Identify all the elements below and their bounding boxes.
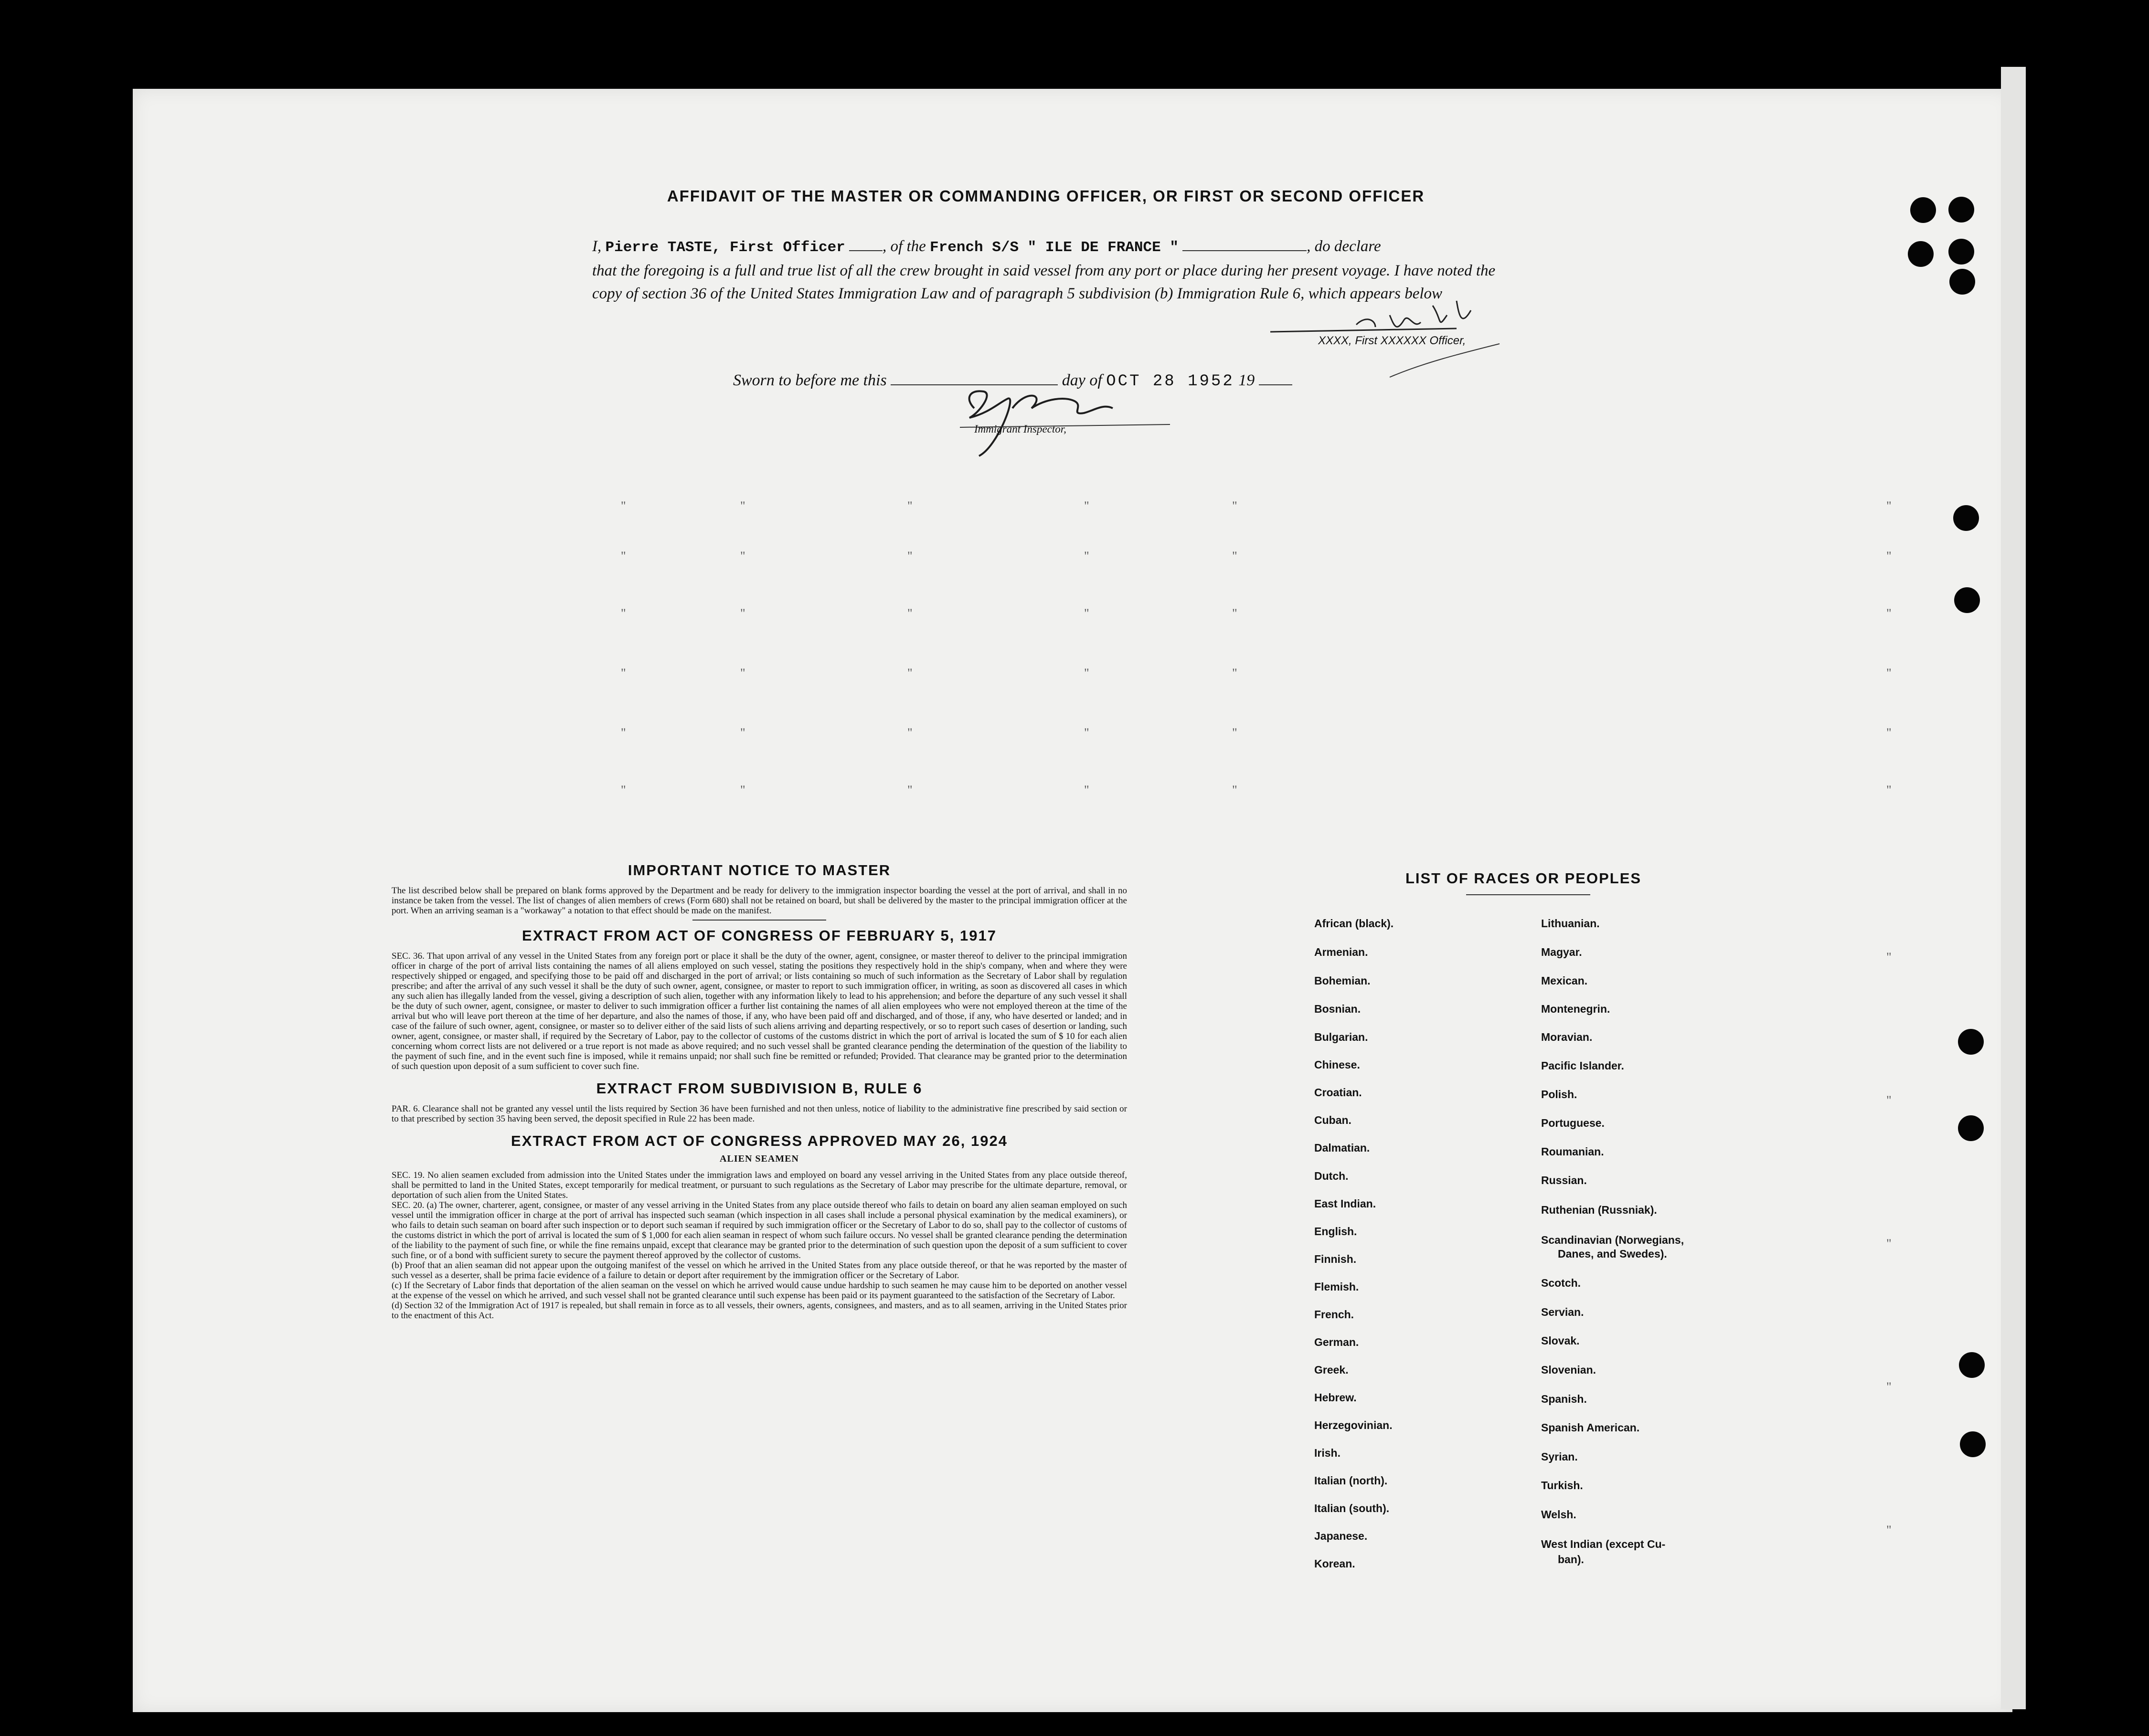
ditto-mark: ": [907, 499, 913, 513]
ditto-mark: ": [1084, 549, 1089, 563]
sec20d-text: (d) Section 32 of the Immigration Act of 1917 is repealed, but shall remain in force as to all vessels, their owners, agents, consignees, and masters, and as to all seamen, arriving in the United States prior to the enactment of this Act.: [392, 1301, 1127, 1321]
race-item: Korean.: [1314, 1557, 1355, 1570]
ditto-mark: ": [1084, 726, 1089, 740]
race-item: Irish.: [1314, 1447, 1340, 1459]
race-item: Japanese.: [1314, 1530, 1368, 1542]
ditto-mark: ": [621, 666, 626, 680]
ditto-mark: ": [907, 549, 913, 563]
alien-seamen-heading: ALIEN SEAMEN: [720, 1154, 799, 1164]
blank-line: [849, 236, 883, 251]
notice-section: [392, 862, 1127, 1321]
blank-line: [1259, 370, 1292, 385]
race-item: Armenian.: [1314, 946, 1368, 958]
ditto-mark: ": [740, 666, 745, 680]
year-suffix: 19: [1238, 371, 1255, 389]
race-item: Montenegrin.: [1541, 1003, 1610, 1015]
ditto-mark: ": [621, 783, 626, 797]
binder-hole: [1960, 1431, 1986, 1457]
ditto-mark: ": [907, 726, 913, 740]
ditto-mark: ": [1084, 606, 1089, 620]
ditto-mark: ": [621, 499, 626, 513]
binder-hole: [1948, 239, 1974, 265]
race-item: Roumanian.: [1541, 1145, 1604, 1158]
ditto-mark: ": [1886, 1523, 1892, 1537]
race-item: Bosnian.: [1314, 1003, 1361, 1015]
race-item: Syrian.: [1541, 1450, 1578, 1463]
race-item: Scandinavian (Norwegians,: [1541, 1234, 1684, 1246]
binder-hole: [1910, 197, 1936, 223]
race-item: East Indian.: [1314, 1197, 1376, 1210]
race-item: Hebrew.: [1314, 1391, 1357, 1404]
notice-title: IMPORTANT NOTICE TO MASTER: [628, 862, 891, 879]
binder-hole: [1908, 241, 1934, 267]
race-item: Pacific Islander.: [1541, 1059, 1624, 1072]
ditto-mark: ": [621, 606, 626, 620]
race-item: Chinese.: [1314, 1059, 1360, 1071]
inspector-signature: [950, 380, 1180, 461]
ditto-mark: ": [1084, 499, 1089, 513]
ditto-mark: ": [621, 549, 626, 563]
race-item: Scotch.: [1541, 1277, 1581, 1289]
divider: [1466, 894, 1590, 895]
binder-hole: [1953, 505, 1979, 531]
race-item: Dalmatian.: [1314, 1142, 1370, 1154]
ditto-mark: ": [1886, 549, 1892, 563]
race-item: Finnish.: [1314, 1253, 1357, 1265]
ditto-mark: ": [1232, 549, 1237, 563]
affidavit-body: that the foregoing is a full and true list of all the crew brought in said vessel from any port or place during her present voyage. I have noted the copy of section 36 of the United States Immigration Law and of paragraph 5 subdivision (b) Immigration Rule 6, which appears below: [592, 262, 1496, 302]
ditto-mark: ": [1084, 783, 1089, 797]
ditto-mark: ": [907, 666, 913, 680]
race-item: Bulgarian.: [1314, 1031, 1368, 1043]
inspector-caption: Immigrant Inspector,: [974, 423, 1066, 435]
extract-1917-text: SEC. 36. That upon arrival of any vessel in the United States from any foreign port or place it shall be the duty of the owner, agent, consignee, or master thereof to deliver to the principal immigration officer in charge of the port of arrival lists containing the names of all aliens employed on such vessel, stating the positions they respectively hold in the ship's company, when and where they were respectively shipped or engaged, and specifying those to be paid off and discharged in the port of arrival; or lists containing so much of such information as the Secretary of Labor shall by regulation prescribe; and after the arrival of any such vessel it shall be the duty of such owner, agent, consignee, or master to report to such immigration officer, in writing, as soon as discovered all cases in which any such alien has illegally landed from the vessel, giving a description of such alien, together with any information likely to lead to his apprehension; and before the departure of any such vessel it shall be the duty of such owner, agent, consignee, or master to deliver to such immigration officer a further list containing the names of all alien employees who were not employed thereon at the time of the arrival but who will leave port thereon at the time of her departure, and also the names of those, if any, who have been paid off and discharged, and of those, if any, who have deserted or landed; and in case of the failure of such owner, agent, consignee, or master so to deliver either of the said lists of such aliens arriving and departing respectively, or so to report such cases of desertion or landing, such owner, agent, consignee, or master shall, if required by the Secretary of Labor, pay to the collector of customs of the customs district in which the port of arrival is located the sum of $ 10 for each alien concerning whom correct lists are not delivered or a true report is not made as above required; and no such vessel shall be granted clearance pending the determination of the question of the liability to the payment of such fine, and in the event such fine is imposed, while it remains unpaid; nor shall such fine be remitted or refunded; Provided. That clearance may be granted prior to the determination of such question upon deposit of a sum sufficient to cover such fine.: [392, 951, 1127, 1071]
ditto-mark: ": [740, 499, 745, 513]
divider: [692, 920, 826, 921]
sec20b-text: (b) Proof that an alien seaman did not appear upon the outgoing manifest of the vessel on which he arrived in the United States from any place outside thereof, or that he was reported by the master of such vessel as a deserter, shall be prima facie evidence of a failure to detain or deport after requirement by the immigration officer or the Secretary of Labor.: [392, 1260, 1127, 1281]
race-item: Moravian.: [1541, 1031, 1593, 1043]
day-of-label: day of: [1062, 371, 1102, 389]
ditto-mark: ": [1886, 1237, 1892, 1250]
binder-hole: [1949, 269, 1975, 295]
race-item: Italian (south).: [1314, 1502, 1390, 1514]
races-title: LIST OF RACES OR PEOPLES: [1405, 870, 1642, 887]
ditto-mark: ": [740, 783, 745, 797]
sec20c-text: (c) If the Secretary of Labor finds that deportation of the alien seaman on the vessel on which he arrived would cause undue hardship to such seamen he may cause him to be deported on another vessel at the expense of the vessel on which he arrived, and such vessel shall not be granted clearance until such expense has been paid or its payment guaranteed to the satisfaction of the Secretary of Labor.: [392, 1281, 1127, 1301]
ditto-mark: ": [621, 726, 626, 740]
ditto-mark: ": [1232, 666, 1237, 680]
sworn-prefix: Sworn to before me this: [733, 371, 887, 389]
race-item: Polish.: [1541, 1088, 1577, 1101]
race-item: Bohemian.: [1314, 974, 1371, 987]
ditto-mark: ": [1886, 1093, 1892, 1107]
extract-1917-title: EXTRACT FROM ACT OF CONGRESS OF FEBRUARY 5, 1917: [522, 927, 997, 944]
extract-rule6-text: PAR. 6. Clearance shall not be granted any vessel until the lists required by Section 36 have been furnished and not then unless, notice of liability to the administrative fine prescribed by said section or to that prescribed by section 35 having been served, the deposit specified in Rule 22 has been made.: [392, 1104, 1127, 1124]
race-item: English.: [1314, 1225, 1357, 1238]
binder-hole: [1958, 1029, 1984, 1055]
page-edge-tab: [2001, 67, 2026, 1709]
race-item: Mexican.: [1541, 974, 1588, 987]
ditto-mark: ": [1886, 499, 1892, 513]
officer-name: Pierre TASTE, First Officer: [605, 239, 845, 256]
of-the-label: , of the: [883, 238, 926, 255]
race-item: Magyar.: [1541, 946, 1582, 958]
extract-1924-title: EXTRACT FROM ACT OF CONGRESS APPROVED MAY 26, 1924: [511, 1133, 1008, 1149]
binder-hole: [1948, 197, 1974, 222]
race-item: ban).: [1558, 1553, 1584, 1566]
race-item: Slovenian.: [1541, 1364, 1596, 1376]
sworn-date-stamp: OCT 28 1952: [1106, 372, 1234, 391]
race-item: Spanish.: [1541, 1393, 1587, 1405]
ditto-mark: ": [1232, 606, 1237, 620]
affidavit-title: AFFIDAVIT OF THE MASTER OR COMMANDING OFFICER, OR FIRST OR SECOND OFFICER: [667, 187, 1425, 205]
ditto-mark: ": [1886, 783, 1892, 797]
race-item: Servian.: [1541, 1306, 1584, 1318]
race-item: African (black).: [1314, 917, 1394, 930]
ditto-mark: ": [740, 549, 745, 563]
race-item: Portuguese.: [1541, 1117, 1605, 1129]
race-item: Dutch.: [1314, 1170, 1349, 1182]
race-item: Ruthenian (Russniak).: [1541, 1204, 1657, 1216]
race-item: Flemish.: [1314, 1281, 1359, 1293]
race-item: West Indian (except Cu-: [1541, 1538, 1666, 1550]
sec19-text: SEC. 19. No alien seamen excluded from admission into the United States under the immigration laws and employed on board any vessel arriving in the United States from any place outside thereof, shall be permitted to land in the United States, except temporarily for medical treatment, or pursuant to such regulations as the Secretary of Labor may prescribe for the ultimate departure, removal, or deportation of such alien from the United States.: [392, 1170, 1127, 1200]
binder-hole: [1954, 587, 1980, 613]
race-item: Slovak.: [1541, 1334, 1580, 1347]
ditto-mark: ": [907, 606, 913, 620]
race-item: Herzegovinian.: [1314, 1419, 1393, 1431]
ditto-mark: ": [1886, 950, 1892, 964]
ditto-mark: ": [1232, 499, 1237, 513]
ditto-mark: ": [1232, 726, 1237, 740]
ditto-mark: ": [740, 606, 745, 620]
blank-line: [1182, 236, 1307, 251]
ditto-mark: ": [1084, 666, 1089, 680]
declare-label: , do declare: [1307, 238, 1381, 255]
vessel-name: French S/S " ILE DE FRANCE ": [930, 239, 1179, 256]
binder-hole: [1958, 1115, 1984, 1141]
race-item: Danes, and Swedes).: [1558, 1248, 1667, 1260]
ditto-mark: ": [1886, 606, 1892, 620]
ditto-mark: ": [1232, 783, 1237, 797]
race-item: German.: [1314, 1336, 1359, 1348]
notice-text: The list described below shall be prepared on blank forms approved by the Department and be ready for delivery to the immigration inspector boarding the vessel at the port of arrival, and shall in no instance be taken from the vessel. The list of changes of alien members of crews (Form 680) shall not be retained on board, but shall be delivered by the master to the principal immigration officer at the port. When an arriving seaman is a "workaway" a notation to that effect should be made on the manifest.: [392, 886, 1127, 916]
officer-signature-caption: XXXX, First XXXXXX Officer,: [1318, 334, 1466, 347]
binder-hole: [1959, 1352, 1985, 1378]
race-item: Croatian.: [1314, 1086, 1362, 1099]
race-item: Spanish American.: [1541, 1421, 1640, 1434]
race-item: Greek.: [1314, 1364, 1349, 1376]
race-item: Welsh.: [1541, 1508, 1576, 1521]
ditto-mark: ": [907, 783, 913, 797]
race-item: French.: [1314, 1308, 1354, 1321]
extract-rule6-title: EXTRACT FROM SUBDIVISION B, RULE 6: [596, 1080, 923, 1097]
race-item: Italian (north).: [1314, 1474, 1388, 1487]
ditto-mark: ": [1886, 666, 1892, 680]
ditto-mark: ": [1886, 726, 1892, 740]
affidavit-pronoun: I,: [592, 238, 602, 255]
ditto-mark: ": [1886, 1380, 1892, 1394]
race-item: Cuban.: [1314, 1114, 1351, 1126]
race-item: Lithuanian.: [1541, 917, 1600, 930]
sec20a-text: SEC. 20. (a) The owner, charterer, agent, consignee, or master of any vessel arriving in the United States from any place outside thereof who fails to detain on board any alien seaman employed on such vessel until the immigration officer in charge at the port of arrival has inspected such seaman (which inspection in all cases shall include a personal physical examination by the medical examiners), or who fails to detain such seaman on board after such inspection or to deport such seaman if required by such immigration officer or the Secretary of Labor to do so, shall pay to the collector of customs of the customs district in which the port of arrival is located the sum of $ 1,000 for each alien seaman in respect of whom such failure occurs. No vessel shall be granted clearance pending the determination of the liability to the payment of such fine, or while the fine remains unpaid, except that clearance may be granted prior to the determination of such question upon the deposit of a sum sufficient to cover such fine, or of a bond with sufficient surety to secure the payment thereof approved by the collector of customs.: [392, 1200, 1127, 1260]
ditto-mark: ": [740, 726, 745, 740]
race-item: Russian.: [1541, 1174, 1587, 1186]
race-item: Turkish.: [1541, 1479, 1583, 1492]
